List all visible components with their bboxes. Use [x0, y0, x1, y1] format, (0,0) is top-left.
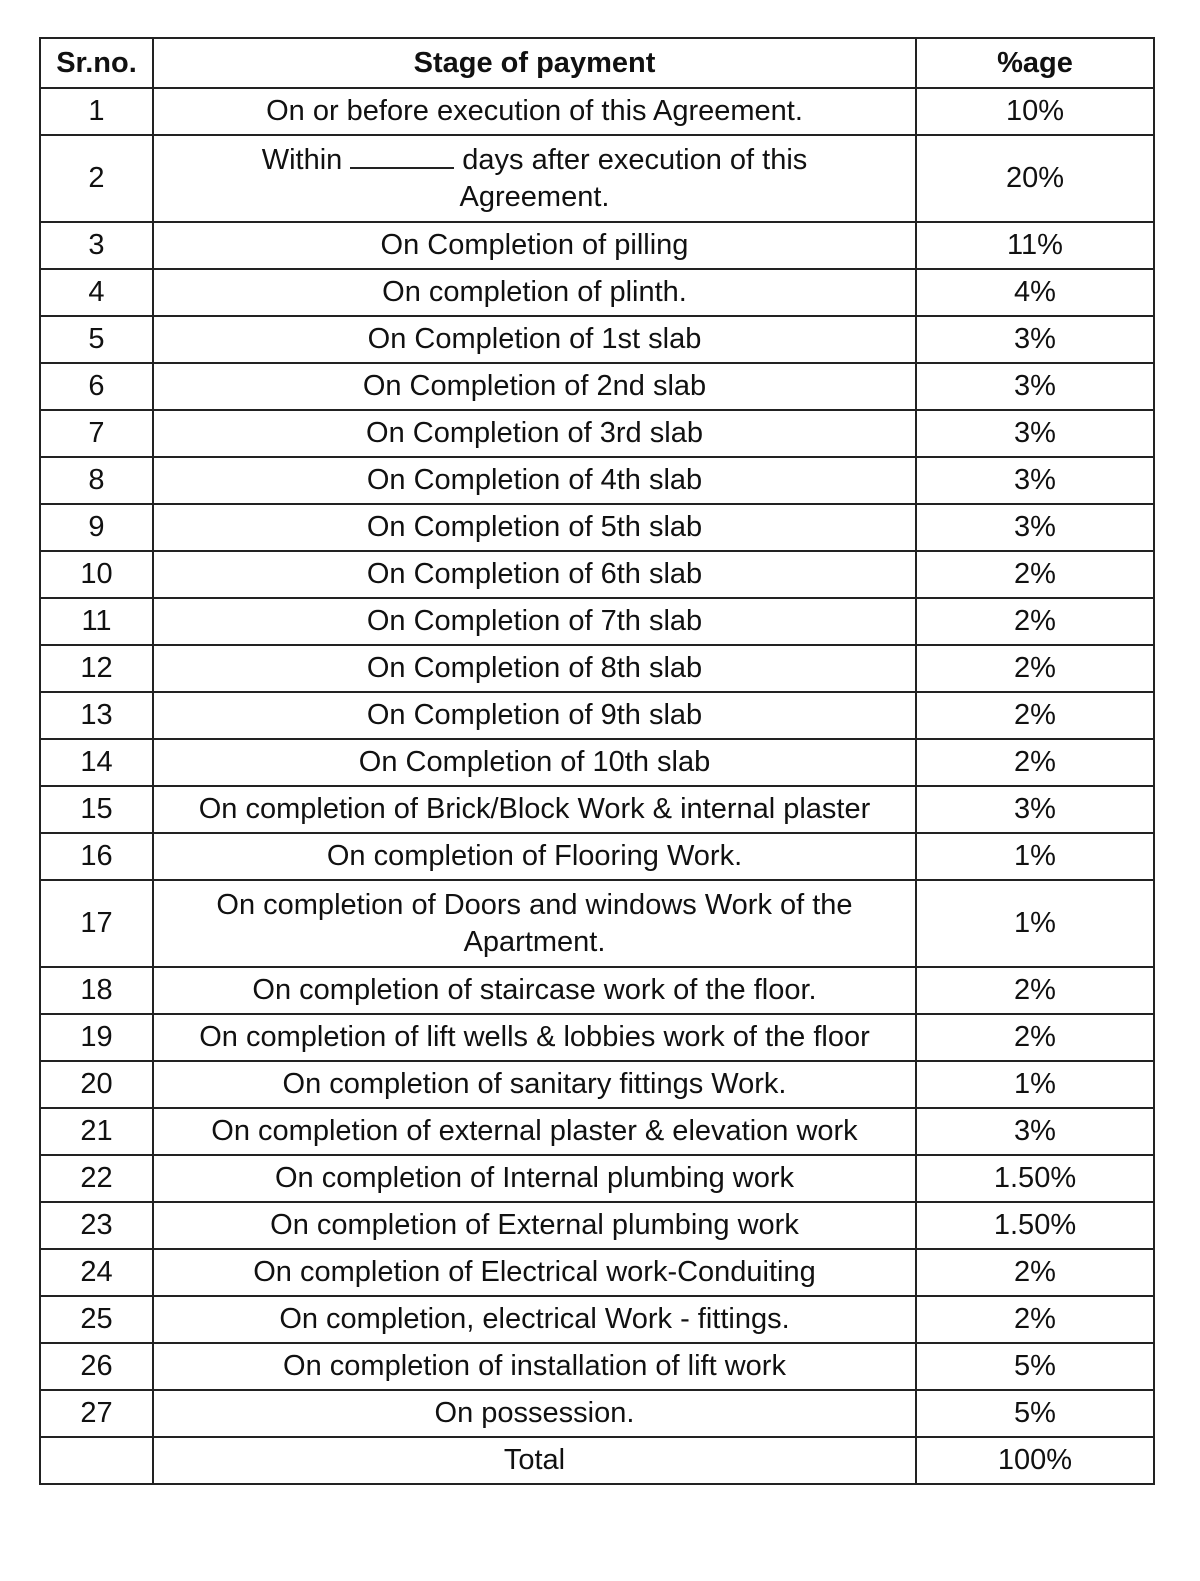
- table-row: [40, 739, 1154, 786]
- payment-schedule-sheet: [39, 37, 1153, 1485]
- cell-pct: 5%: [916, 1343, 1154, 1390]
- table-row: [40, 1061, 1154, 1108]
- table-row: [40, 316, 1154, 363]
- cell-pct: 2%: [916, 692, 1154, 739]
- cell-pct: 2%: [916, 1249, 1154, 1296]
- cell-pct: 2%: [916, 551, 1154, 598]
- cell-pct: 4%: [916, 269, 1154, 316]
- cell-stage: On completion of installation of lift work: [153, 1343, 916, 1390]
- cell-sr: 4: [40, 269, 153, 316]
- table-row: [40, 833, 1154, 880]
- cell-stage: On Completion of 1st slab: [153, 316, 916, 363]
- cell-sr: 25: [40, 1296, 153, 1343]
- stage-text-line2: Agreement.: [459, 180, 610, 213]
- cell-sr: 20: [40, 1061, 153, 1108]
- cell-sr: 9: [40, 504, 153, 551]
- stage-text-post: days after execution of this: [462, 143, 808, 176]
- cell-sr: 14: [40, 739, 153, 786]
- blank-fill-line: [350, 145, 454, 169]
- cell-sr: 13: [40, 692, 153, 739]
- table-row: [40, 410, 1154, 457]
- cell-stage: On Completion of 6th slab: [153, 551, 916, 598]
- cell-stage: On completion of lift wells & lobbies work of the floor: [153, 1014, 916, 1061]
- table-row: [40, 967, 1154, 1014]
- table-row: [40, 269, 1154, 316]
- cell-stage: On or before execution of this Agreement.: [153, 88, 916, 135]
- stage-text-line2: Apartment.: [463, 925, 606, 958]
- table-row: [40, 598, 1154, 645]
- cell-stage: On completion of Electrical work-Conduiting: [153, 1249, 916, 1296]
- cell-sr: 16: [40, 833, 153, 880]
- cell-stage: On completion of plinth.: [153, 269, 916, 316]
- cell-pct: 1.50%: [916, 1155, 1154, 1202]
- cell-stage: On Completion of 7th slab: [153, 598, 916, 645]
- cell-sr: 23: [40, 1202, 153, 1249]
- cell-pct: 2%: [916, 967, 1154, 1014]
- cell-sr: 3: [40, 222, 153, 269]
- cell-stage: On completion of staircase work of the floor.: [153, 967, 916, 1014]
- cell-pct: 1%: [916, 1061, 1154, 1108]
- cell-pct: 3%: [916, 786, 1154, 833]
- cell-sr: 6: [40, 363, 153, 410]
- cell-sr: 1: [40, 88, 153, 135]
- cell-pct: 20%: [916, 135, 1154, 222]
- cell-stage: On completion of External plumbing work: [153, 1202, 916, 1249]
- cell-sr: 15: [40, 786, 153, 833]
- table-row: [40, 135, 1154, 222]
- cell-stage: On Completion of 4th slab: [153, 457, 916, 504]
- cell-pct: 3%: [916, 316, 1154, 363]
- table-row: [40, 692, 1154, 739]
- cell-sr: 2: [40, 135, 153, 222]
- cell-sr: 7: [40, 410, 153, 457]
- header-percentage: %age: [916, 38, 1154, 88]
- table-row: [40, 1343, 1154, 1390]
- table-row: [40, 1014, 1154, 1061]
- table-row: [40, 88, 1154, 135]
- cell-pct: 1%: [916, 833, 1154, 880]
- cell-sr: 21: [40, 1108, 153, 1155]
- cell-pct: 2%: [916, 739, 1154, 786]
- cell-stage: On possession.: [153, 1390, 916, 1437]
- cell-stage: On Completion of 9th slab: [153, 692, 916, 739]
- cell-sr: 22: [40, 1155, 153, 1202]
- cell-sr: 17: [40, 880, 153, 967]
- table-row: [40, 1249, 1154, 1296]
- cell-stage: On completion of Internal plumbing work: [153, 1155, 916, 1202]
- table-header-row: [40, 38, 1154, 88]
- cell-pct: 3%: [916, 363, 1154, 410]
- table-row: [40, 1108, 1154, 1155]
- cell-sr: 18: [40, 967, 153, 1014]
- cell-pct: 2%: [916, 598, 1154, 645]
- cell-stage: On Completion of 3rd slab: [153, 410, 916, 457]
- cell-stage: On Completion of 8th slab: [153, 645, 916, 692]
- cell-pct: 1%: [916, 880, 1154, 967]
- table-row: [40, 880, 1154, 967]
- stage-text-line1: On completion of Doors and windows Work of the: [216, 888, 853, 921]
- cell-stage: On Completion of pilling: [153, 222, 916, 269]
- cell-stage: On completion of Flooring Work.: [153, 833, 916, 880]
- cell-pct: 1.50%: [916, 1202, 1154, 1249]
- cell-pct: 11%: [916, 222, 1154, 269]
- cell-pct: 3%: [916, 504, 1154, 551]
- cell-stage: On completion of external plaster & elevation work: [153, 1108, 916, 1155]
- cell-sr: 11: [40, 598, 153, 645]
- table-row: [40, 363, 1154, 410]
- header-stage-of-payment: Stage of payment: [153, 38, 916, 88]
- cell-sr: 24: [40, 1249, 153, 1296]
- cell-pct: 2%: [916, 1296, 1154, 1343]
- cell-sr: 8: [40, 457, 153, 504]
- table-row: [40, 786, 1154, 833]
- cell-stage: On Completion of 2nd slab: [153, 363, 916, 410]
- payment-schedule-table: [39, 37, 1155, 1485]
- header-sr-no: Sr.no.: [40, 38, 153, 88]
- cell-stage: On completion, electrical Work - fittings.: [153, 1296, 916, 1343]
- cell-pct: 2%: [916, 645, 1154, 692]
- table-row: [40, 457, 1154, 504]
- cell-stage: On completion of sanitary fittings Work.: [153, 1061, 916, 1108]
- cell-stage: [153, 880, 916, 967]
- cell-pct: 10%: [916, 88, 1154, 135]
- table-row: [40, 645, 1154, 692]
- table-row: [40, 1390, 1154, 1437]
- table-row: [40, 1202, 1154, 1249]
- cell-sr: 5: [40, 316, 153, 363]
- total-label: Total: [153, 1437, 916, 1484]
- cell-pct: 3%: [916, 410, 1154, 457]
- table-row: [40, 504, 1154, 551]
- cell-pct: 2%: [916, 1014, 1154, 1061]
- cell-stage: On Completion of 5th slab: [153, 504, 916, 551]
- cell-stage: [153, 135, 916, 222]
- cell-sr: 10: [40, 551, 153, 598]
- table-row: [40, 1155, 1154, 1202]
- cell-sr: 12: [40, 645, 153, 692]
- cell-pct: 5%: [916, 1390, 1154, 1437]
- cell-stage: On completion of Brick/Block Work & internal plaster: [153, 786, 916, 833]
- total-pct: 100%: [916, 1437, 1154, 1484]
- cell-sr: 27: [40, 1390, 153, 1437]
- cell-sr: 19: [40, 1014, 153, 1061]
- cell-sr-empty: [40, 1437, 153, 1484]
- stage-text-pre: Within: [261, 143, 343, 176]
- table-row: [40, 1296, 1154, 1343]
- table-row: [40, 222, 1154, 269]
- cell-pct: 3%: [916, 457, 1154, 504]
- table-row: [40, 551, 1154, 598]
- cell-sr: 26: [40, 1343, 153, 1390]
- cell-stage: On Completion of 10th slab: [153, 739, 916, 786]
- total-row: [40, 1437, 1154, 1484]
- cell-pct: 3%: [916, 1108, 1154, 1155]
